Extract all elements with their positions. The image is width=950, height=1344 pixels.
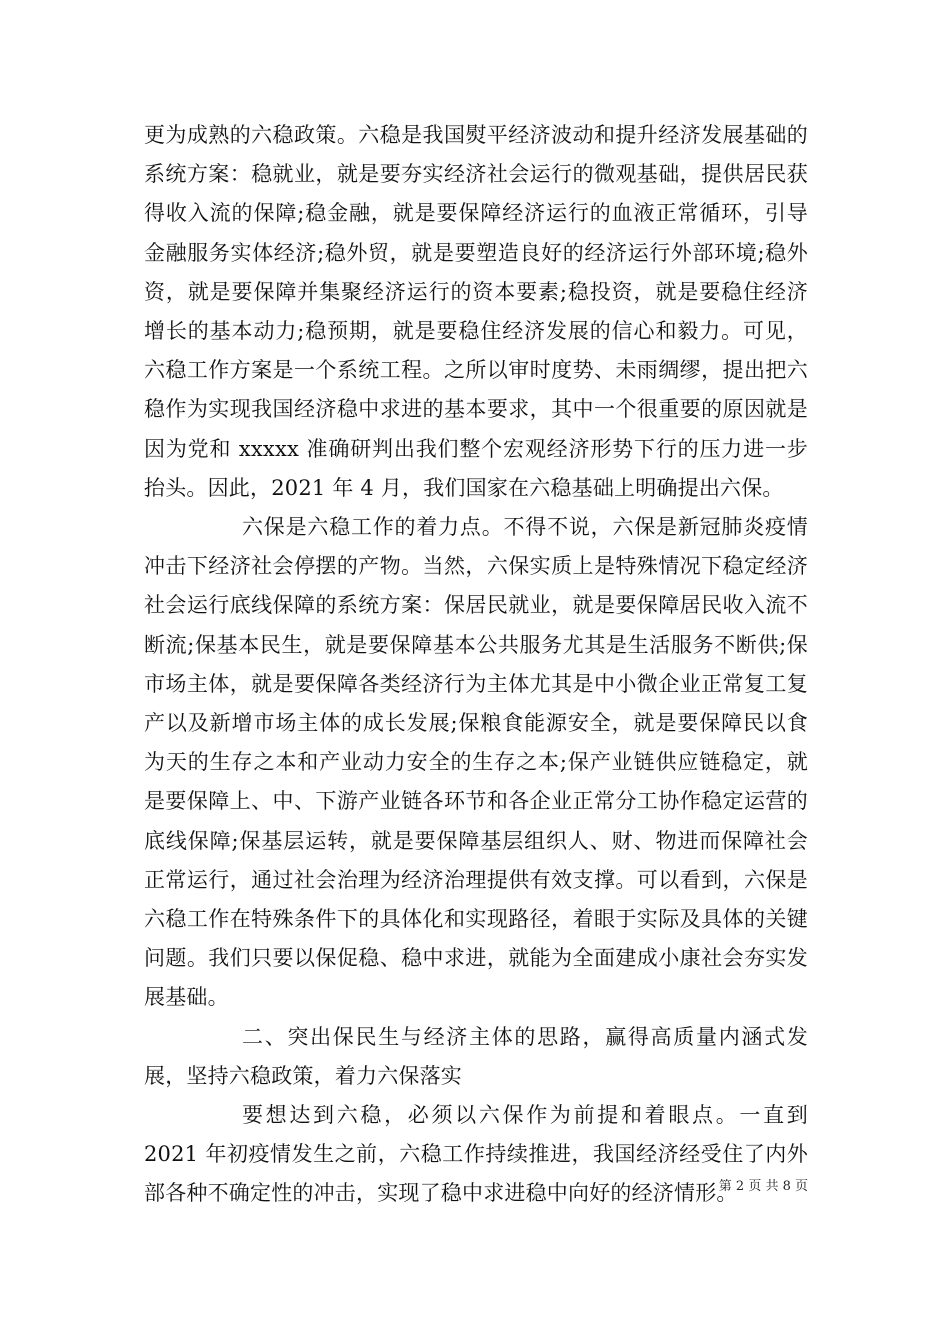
paragraph-liubao-focus: 六保是六稳工作的着力点。不得不说，六保是新冠肺炎疫情冲击下经济社会停摆的产物。当然，六保实质上是特殊情况下稳定经济社会运行底线保障的系统方案：保居民就业，就是要保障居民收入流不断流;保基本民生，就是要保障基本公共服务尤其是生活服务不断供;保市场主体，就是要保障各类经济行为主体尤其是中小微企业正常复工复产以及新增市场主体的成长发展;保粮食能源安全，就是要保障民以食为天的生存之本和产业动力安全的生存之本;保产业链供应链稳定，就是要保障上、中、下游产业链各环节和各企业正常分工协作稳定运营的底线保障;保基层运转，就是要保障基层组织人、财、物进而保障社会正常运行，通过社会治理为经济治理提供有效支撑。可以看到，六保是六稳工作在特殊条件下的具体化和实现路径，着眼于实际及具体的关键问题。我们只要以保促稳、稳中求进，就能为全面建成小康社会夯实发展基础。	[144, 515, 808, 1010]
document-body	[144, 116, 808, 1214]
page-number-footer: 第 2 页 共 8 页	[718, 1179, 808, 1194]
section-heading-two: 二、突出保民生与经济主体的思路，赢得高质量内涵式发展，坚持六稳政策，着力六保落实	[144, 1024, 808, 1088]
paragraph-achieve-liuwen: 要想达到六稳，必须以六保作为前提和着眼点。一直到 2021 年初疫情发生之前，六稳工作持续推进，我国经济经受住了内外部各种不确定性的冲击，实现了稳中求进稳中向好的经济情形。	[144, 1103, 808, 1206]
paragraph-liuwen-policy: 更为成熟的六稳政策。六稳是我国熨平经济波动和提升经济发展基础的系统方案：稳就业，就是要夯实经济社会运行的微观基础，提供居民获得收入流的保障;稳金融，就是要保障经济运行的血液正常循环，引导金融服务实体经济;稳外贸，就是要塑造良好的经济运行外部环境;稳外资，就是要保障并集聚经济运行的资本要素;稳投资，就是要稳住经济增长的基本动力;稳预期，就是要稳住经济发展的信心和毅力。可见，六稳工作方案是一个系统工程。之所以审时度势、未雨绸缪，提出把六稳作为实现我国经济稳中求进的基本要求，其中一个很重要的原因就是因为党和 xxxxx 准确研判出我们整个宏观经济形势下行的压力进一步抬头。因此，2021 年 4 月，我们国家在六稳基础上明确提出六保。	[144, 123, 808, 500]
